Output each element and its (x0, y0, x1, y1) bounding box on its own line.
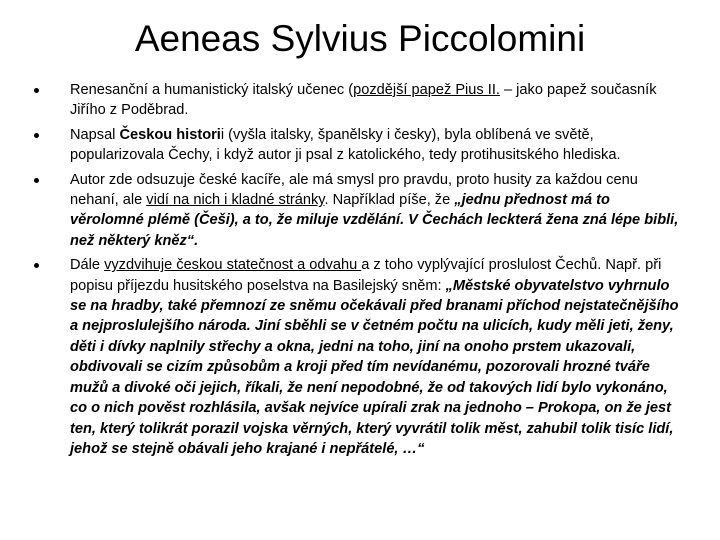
bullet-dot-icon (34, 88, 39, 93)
text-run-underlined: vidí na nich i kladné stránky (146, 192, 325, 209)
slide-title: Aeneas Sylvius Piccolomini (134, 18, 586, 59)
bullet-item (70, 255, 682, 459)
text-run: Renesanční a humanistický italský učenec ( (70, 82, 354, 98)
text-run-bold: Českou histori (119, 126, 221, 143)
bullet-item (70, 170, 682, 252)
quote-text: „Městské obyvatelstvo vyhrnulo se na hradby, také přemnozí ze sněmu očekávali před branami příchod nejstatečnějšího a nejproslulejšího národa. Jiní sběhli se v četném počtu na ulicích, kudy měli jeti, ženy, děti i dívky naplnily střechy a okna, jedni na toho, jiní na onoho prstem ukazovali, obdivovali se cizím způsobům a kroji před tím nevídanému, pozorovali hrozné tváře mužů a divoké oči jejich, říkali, že není nepodobné, že od takových lidí bylo vykonáno, co o nich pověst rozhlásila, avšak nejvíce upírali zrak na jednoho – Prokopa, on že jest ten, který tolikrát porazil vojska věrných, který vyvrátil tolik měst, zahubil tolik tisíc lidí, jehož se stejně obávali jeho krajané i nepřátelé, …“ (70, 277, 679, 457)
bullet-dot-icon (34, 263, 39, 268)
text-run: Autor zde odsuzuje české kacíře, ale má smysl pro pravdu, proto husity za každou cenu nehaní, ale (70, 171, 638, 209)
bullet-dot-icon (34, 178, 39, 183)
text-run: a z toho vyplývající proslulost Čechů. Např. při popisu příjezdu husitského poselstva na Basilejský sněm: (70, 257, 662, 294)
text-run-underlined: vyzdvihuje českou statečnost a odvahu (104, 257, 362, 274)
text-run-underlined: pozdější papež Pius II. (353, 82, 500, 98)
text-run: . Například píše, že (324, 192, 455, 209)
quote-text: „jednu přednost má to věrolomné plémě (Češi), a to, že miluje vzdělání. V Čechách leckterá žena zná lépe bibli, než některý kněz“. (70, 192, 679, 249)
bullet-item (70, 125, 682, 166)
text-run: Dále (70, 257, 105, 274)
text-run: Napsal (70, 126, 120, 143)
bullet-dot-icon (34, 133, 39, 138)
text-run: – jako papež současník Jiřího z Poděbrad. (70, 82, 657, 119)
bullet-item (70, 80, 682, 121)
bullet-list (70, 80, 682, 463)
text-run: i (vyšla italsky, španělsky i česky), byla oblíbená ve světě, popularizovala Čechy, i když autor ji psal z katolického, tedy protihusitského hlediska. (70, 126, 621, 164)
